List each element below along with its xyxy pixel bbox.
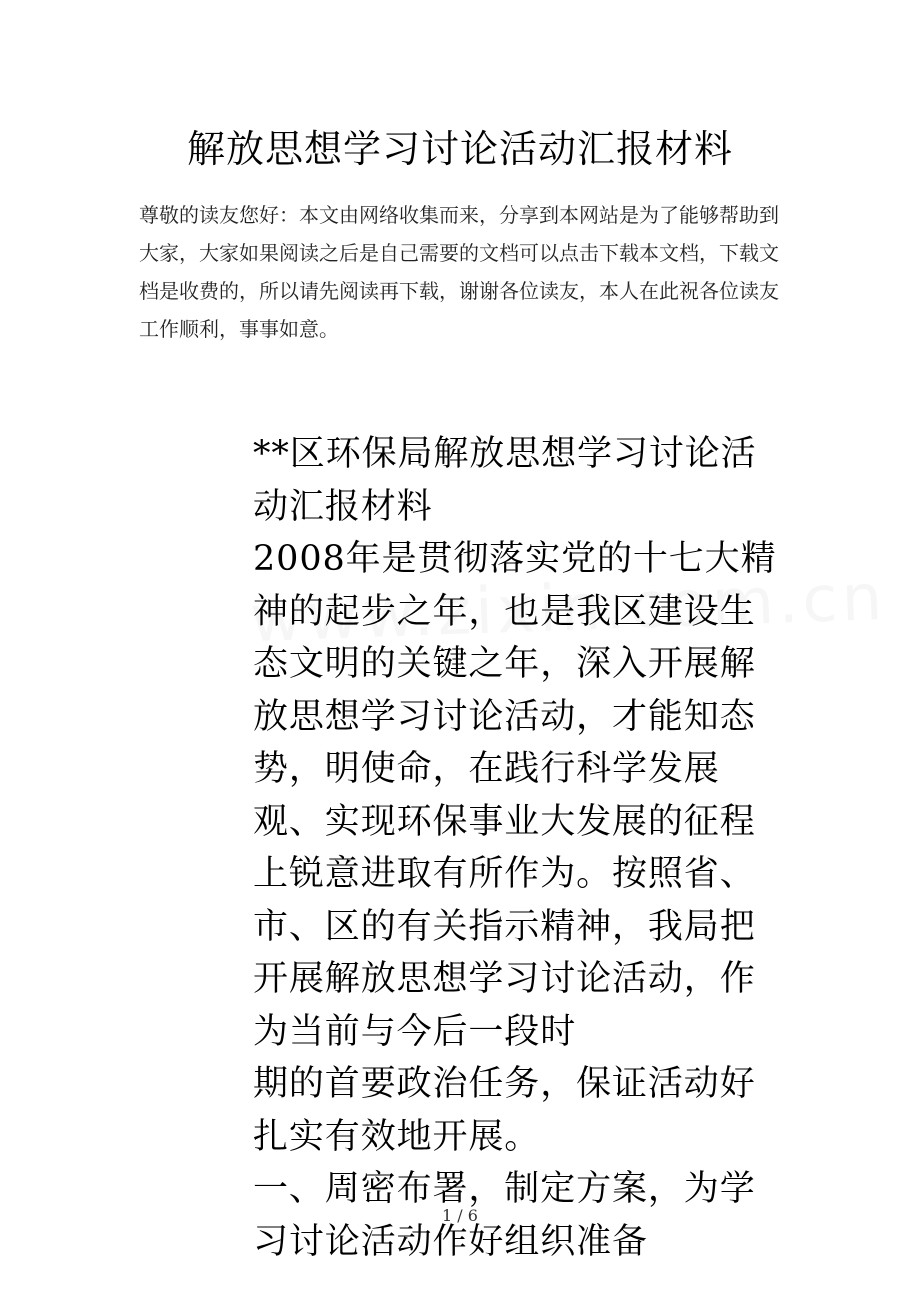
reader-notice: 尊敬的读友您好：本文由网络收集而来，分享到本网站是为了能够帮助到大家，大家如果阅读之后是自己需要的文档可以点击下载本文档，下载文档是收费的，所以请先阅读再下载，谢谢各位读友，本人在此祝各位读友工作顺利，事事如意。 <box>139 203 779 341</box>
document-body <box>139 428 789 1268</box>
section-heading: 一、周密布署，制定方案，为学习讨论活动作好组织准备 <box>253 1169 756 1262</box>
page-number: 1 / 6 <box>442 1206 478 1225</box>
paragraph: 2008年是贯彻落实党的十七大精神的起步之年，也是我区建设生态文明的关键之年，深入开展解放思想学习讨论活动，才能知态势，明使命，在践行科学发展观、实现环保事业大发展的征程上锐意进取有所作为。按照省、市、区的有关指示精神，我局把开展解放思想学习讨论活动，作为当前与今后一段时 <box>253 539 777 1052</box>
section-heading: **区环保局解放思想学习讨论活动汇报材料 <box>253 434 757 527</box>
paragraph: 期的首要政治任务，保证活动好扎实有效地开展。 <box>253 1064 756 1157</box>
document-title: 解放思想学习讨论活动汇报材料 <box>186 127 733 171</box>
